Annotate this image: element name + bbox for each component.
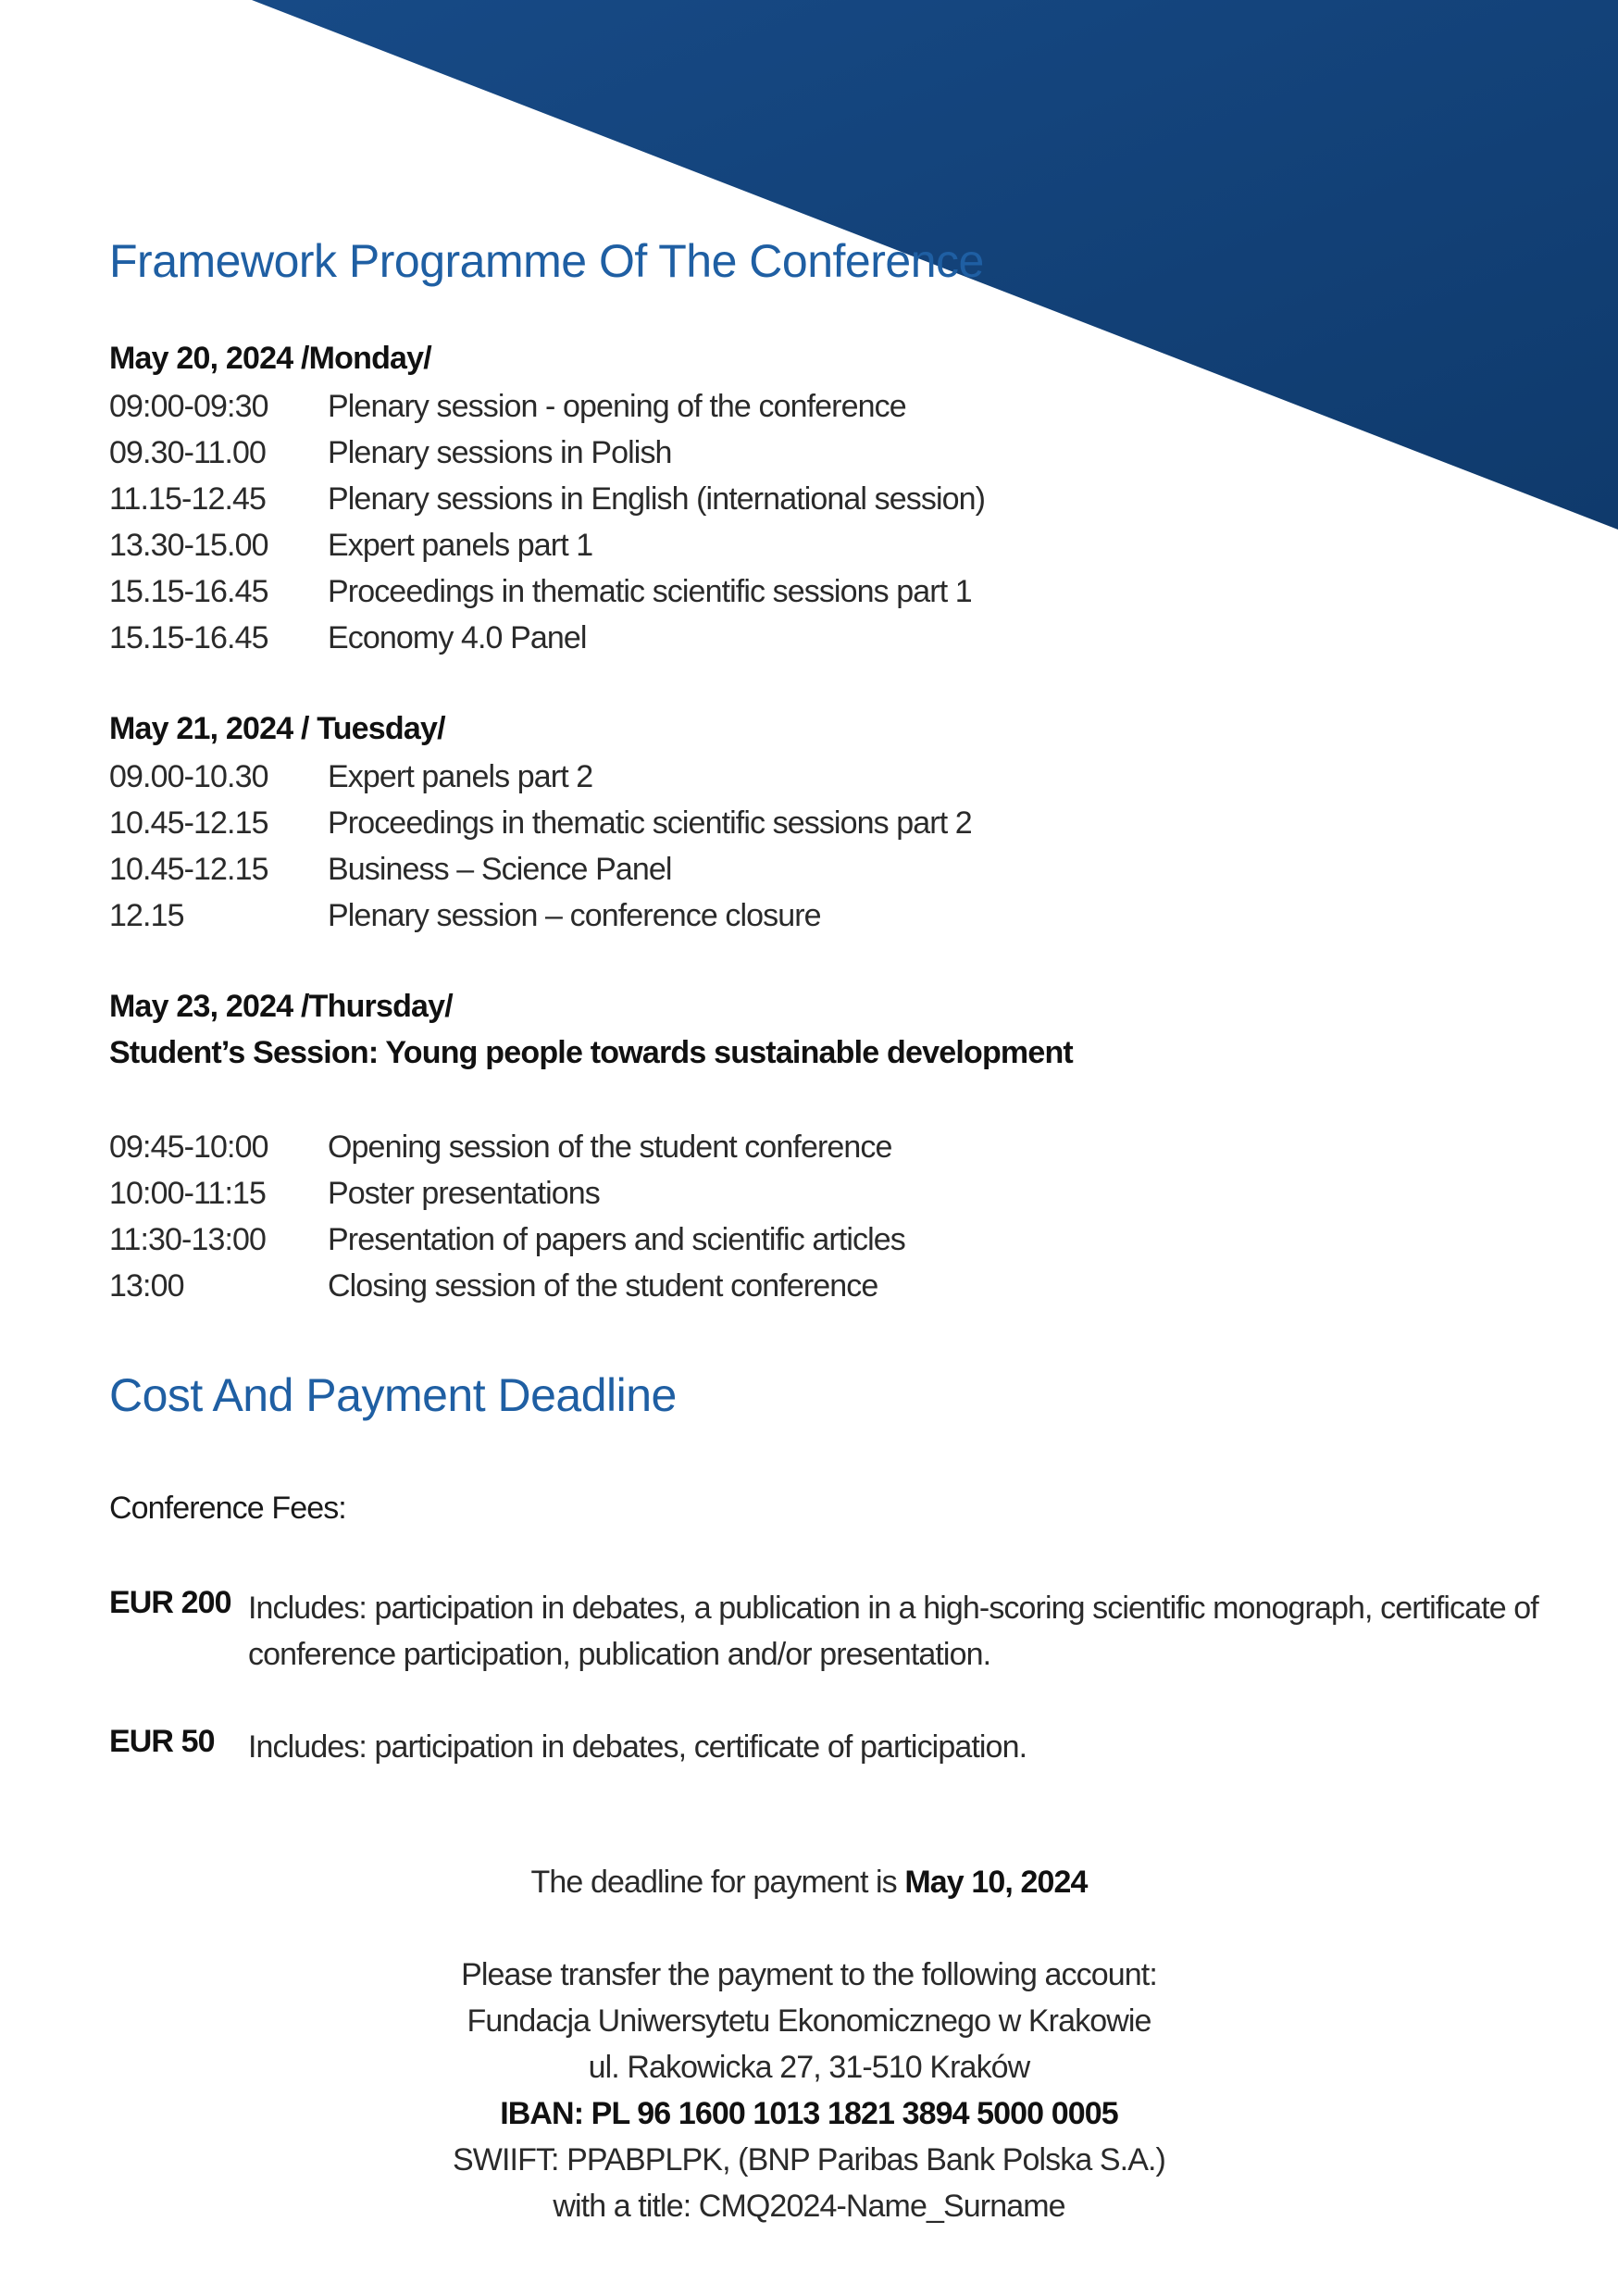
account-name: Fundacja Uniwersytetu Ekonomicznego w Krakowie	[467, 2003, 1151, 2039]
schedule-time: 09.30-11.00	[109, 435, 267, 470]
day-heading-monday: May 20, 2024 /Monday/	[109, 341, 431, 376]
deadline-date: May 10, 2024	[904, 1865, 1088, 1900]
account-address: ul. Rakowicka 27, 31-510 Kraków	[588, 2050, 1030, 2085]
fee-description: Includes: participation in debates, certificate of participation.	[248, 1729, 1027, 1765]
fee-description: Includes: participation in debates, a publication in a high-scoring scientific monograph, certificate of conference participation, publication and/or presentation.	[248, 1591, 1538, 1672]
cost-heading: Cost And Payment Deadline	[109, 1369, 677, 1421]
schedule-desc: Expert panels part 1	[328, 528, 593, 563]
schedule-time: 15.15-16.45	[109, 620, 268, 655]
schedule-desc: Closing session of the student conference	[328, 1268, 878, 1304]
schedule-time: 12.15	[109, 898, 184, 933]
schedule-desc: Presentation of papers and scientific articles	[328, 1222, 905, 1257]
schedule-desc: Plenary sessions in English (international session)	[328, 481, 986, 517]
schedule-desc: Proceedings in thematic scientific sessions part 2	[328, 805, 972, 841]
schedule-desc: Plenary session – conference closure	[328, 898, 821, 933]
iban: IBAN: PL 96 1600 1013 1821 3894 5000 0005	[500, 2096, 1118, 2131]
deadline-line	[0, 1859, 1618, 1905]
conference-fees-label: Conference Fees:	[109, 1491, 346, 1526]
schedule-desc: Poster presentations	[328, 1176, 600, 1211]
schedule-time: 10:00-11:15	[109, 1176, 267, 1211]
spacer	[0, 1905, 1618, 1952]
deadline-prefix: The deadline for payment is	[530, 1865, 905, 1900]
swift: SWIIFT: PPABPLPK, (BNP Paribas Bank Polska S.A.)	[453, 2142, 1165, 2177]
fee-amount: EUR 200	[109, 1585, 231, 1620]
programme-heading: Framework Programme Of The Conference	[109, 235, 984, 287]
schedule-desc: Expert panels part 2	[328, 759, 593, 794]
schedule-desc: Business – Science Panel	[328, 852, 672, 887]
schedule-time: 11.15-12.45	[109, 481, 267, 517]
schedule-time: 15.15-16.45	[109, 574, 268, 609]
schedule-desc: Plenary session - opening of the conference	[328, 389, 906, 424]
fee-amount: EUR 50	[109, 1724, 215, 1759]
schedule-time: 10.45-12.15	[109, 805, 268, 841]
schedule-time: 09.00-10.30	[109, 759, 268, 794]
day-heading-thursday: May 23, 2024 /Thursday/	[109, 989, 453, 1024]
schedule-desc: Opening session of the student conference	[328, 1129, 892, 1165]
schedule-desc: Plenary sessions in Polish	[328, 435, 672, 470]
schedule-desc: Economy 4.0 Panel	[328, 620, 587, 655]
day-heading-tuesday: May 21, 2024 / Tuesday/	[109, 711, 445, 746]
schedule-time: 13.30-15.00	[109, 528, 268, 563]
student-session-heading: Student’s Session: Young people towards sustainable development	[109, 1035, 1073, 1070]
payment-info	[0, 1859, 1618, 2229]
schedule-time: 10.45-12.15	[109, 852, 268, 887]
transfer-intro: Please transfer the payment to the following account:	[461, 1957, 1157, 1992]
schedule-time: 11:30-13:00	[109, 1222, 267, 1257]
schedule-time: 13:00	[109, 1268, 184, 1304]
transfer-title: with a title: CMQ2024-Name_Surname	[553, 2189, 1065, 2224]
schedule-desc: Proceedings in thematic scientific sessions part 1	[328, 574, 972, 609]
schedule-time: 09:45-10:00	[109, 1129, 268, 1165]
schedule-time: 09:00-09:30	[109, 389, 268, 424]
